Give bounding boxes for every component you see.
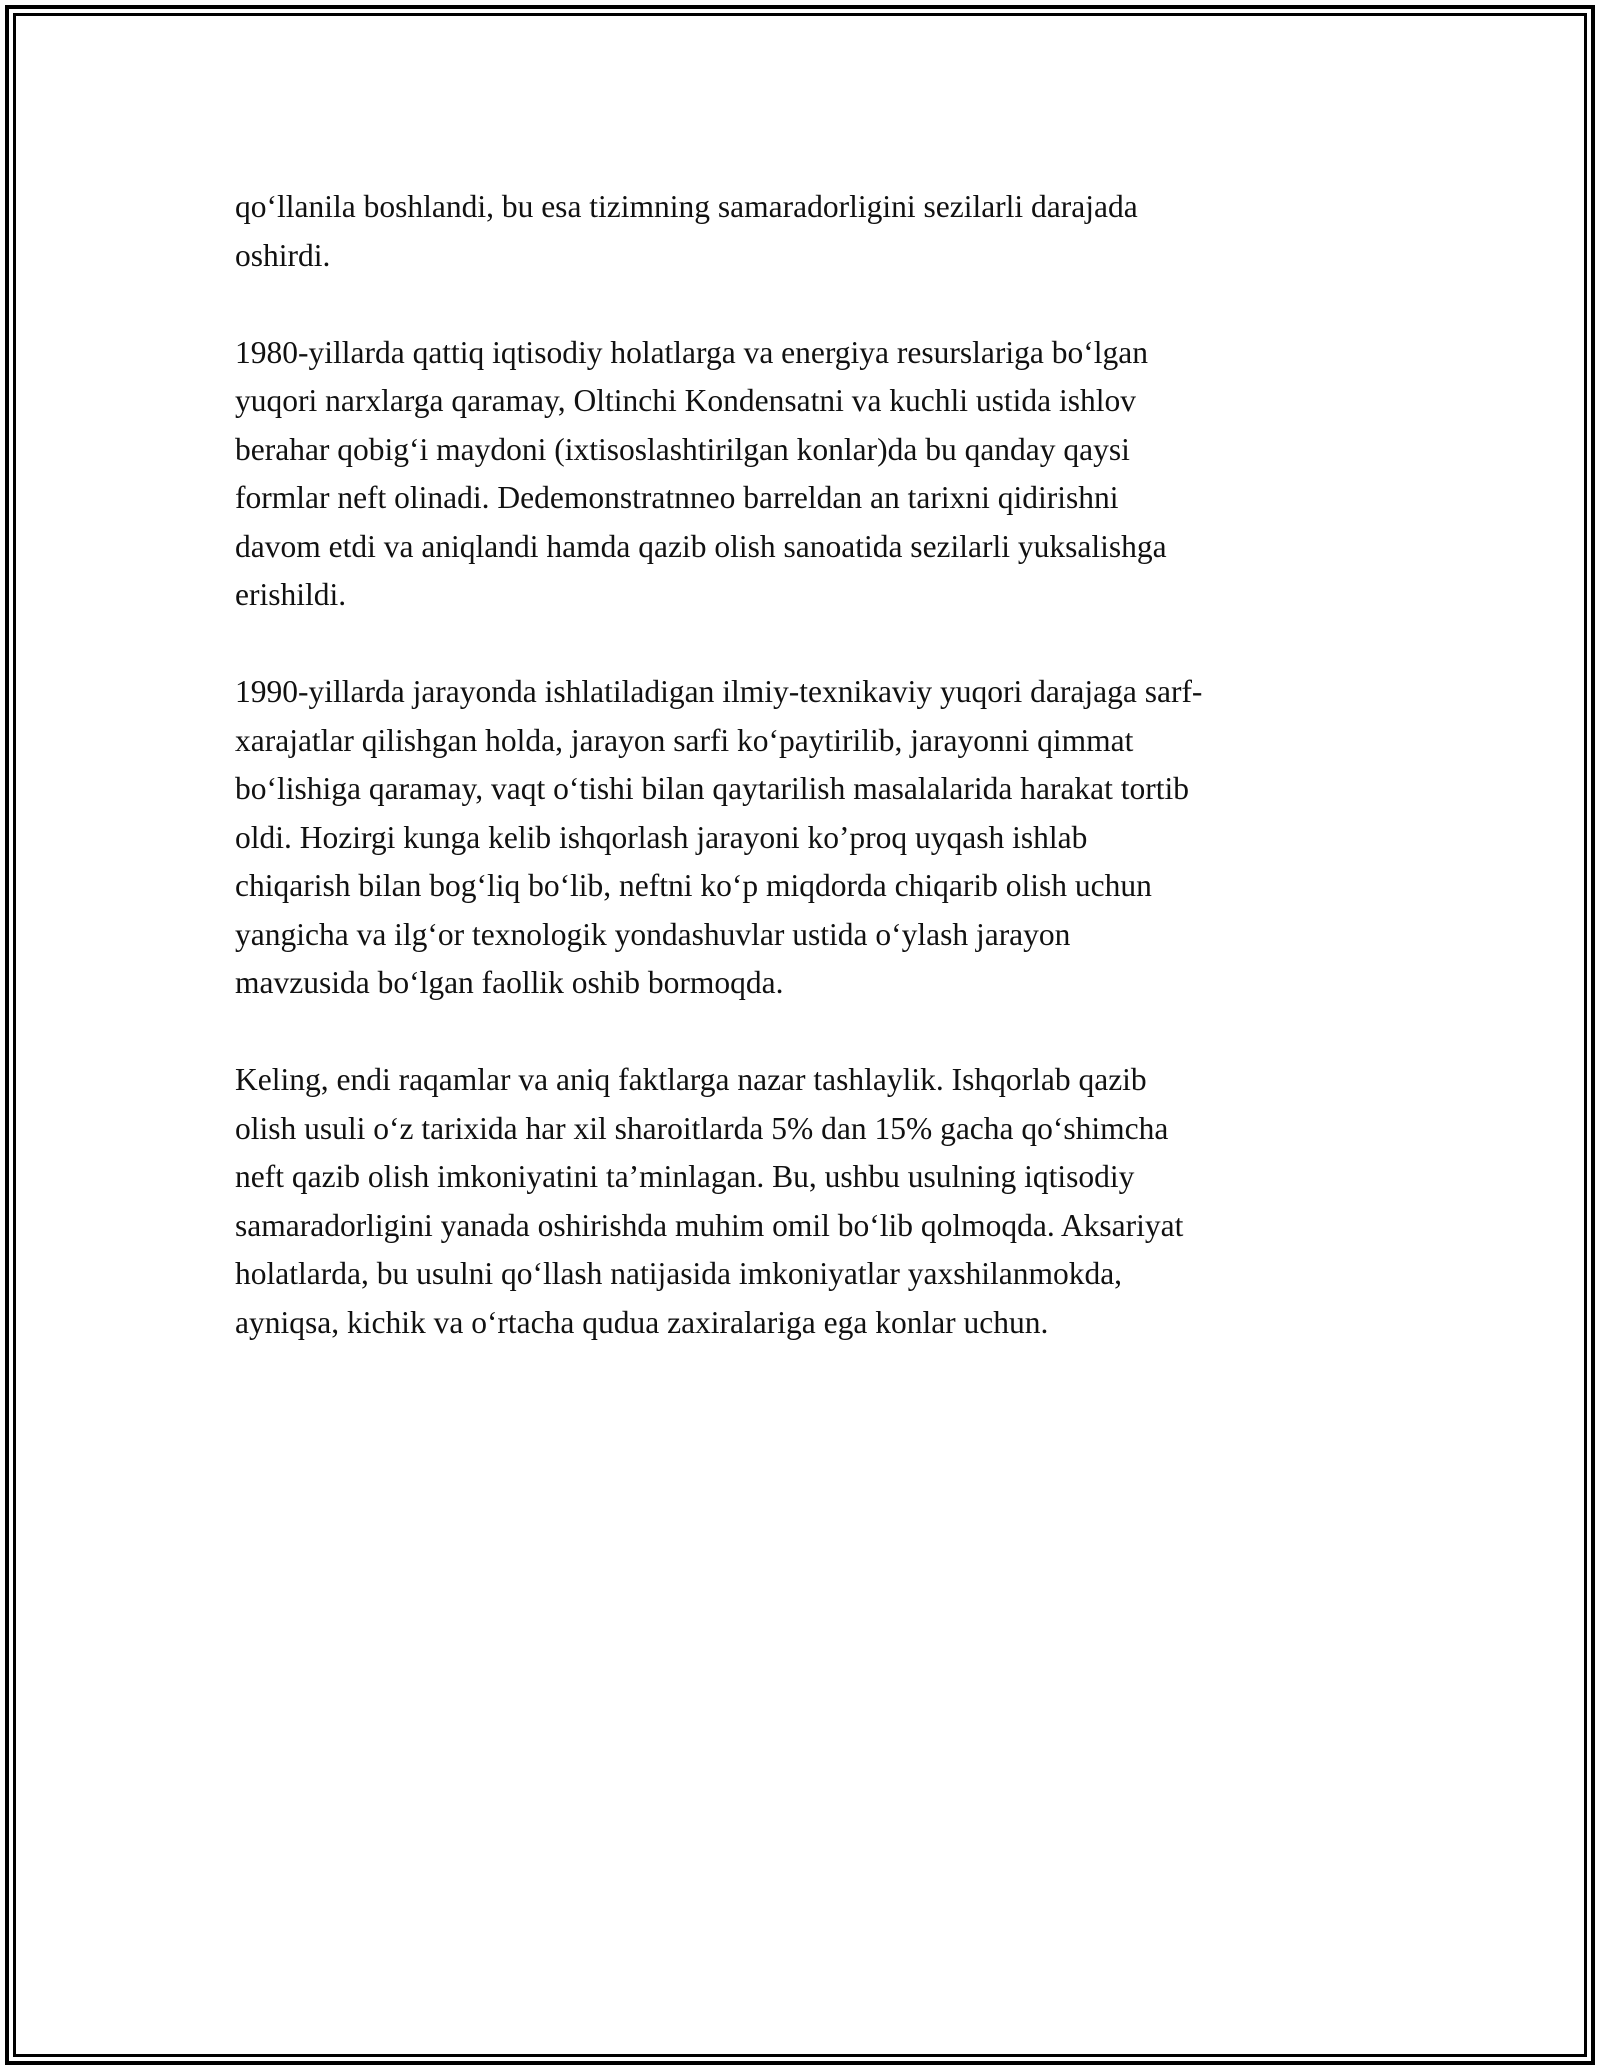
paragraph-2: 1980-yillarda qattiq iqtisodiy holatlarga va energiya resurslariga bo‘lgan yuqori narxlarga qaramay, Oltinchi Kondensatni va kuchli ustida ishlov berahar qobig‘i maydoni (ixtisoslashtirilgan konlar)da bu qanday qaysi formlar neft olinadi. Dedemonstratnneo barreldan an tarixni qidirishni davom etdi va aniqlandi hamda qazib olish sanoatida sezilarli yuksalishga erishildi.: [235, 334, 1167, 612]
paragraph-1: qo‘llanila boshlandi, bu esa tizimning samaradorligini sezilarli darajada oshirdi.: [235, 189, 1138, 273]
document-body: [235, 183, 1370, 1396]
paragraph-3: 1990-yillarda jarayonda ishlatiladigan ilmiy-texnikaviy yuqori darajaga sarf- xarajatlar qilishgan holda, jarayon sarfi ko‘paytirilib, jarayonni qimmat bo‘lishiga qaramay, vaqt o‘tishi bilan qaytarilish masalalarida harakat tortib oldi. Hozirgi kunga kelib ishqorlash jarayoni ko’proq uyqash ishlab chiqarish bilan bog‘liq bo‘lib, neftni ko‘p miqdorda chiqarib olish uchun yangicha va ilg‘or texnologik yondashuvlar ustida o‘ylash jarayon mavzusida bo‘lgan faollik oshib bormoqda.: [235, 674, 1203, 1000]
paragraph-4: Keling, endi raqamlar va aniq faktlarga nazar tashlaylik. Ishqorlab qazib olish usuli o‘z tarixida har xil sharoitlarda 5% dan 15% gacha qo‘shimcha neft qazib olish imkoniyatini ta’minlagan. Bu, ushbu usulning iqtisodiy samaradorligini yanada oshirishda muhim omil bo‘lib qolmoqda. Aksariyat holatlarda, bu usulni qo‘llash natijasida imkoniyatlar yaxshilanmokda, ayniqsa, kichik va o‘rtacha qudua zaxiralariga ega konlar uchun.: [235, 1062, 1184, 1340]
